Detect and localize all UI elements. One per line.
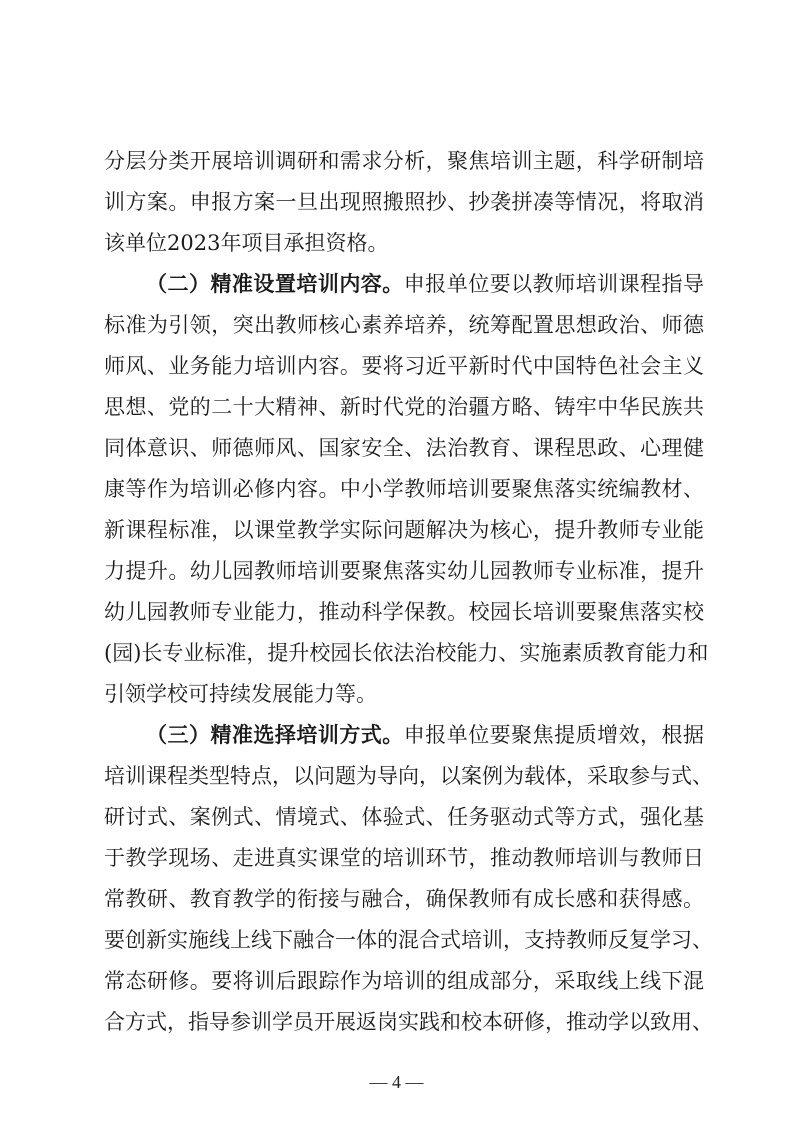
- section-2-first-line: [146, 265, 704, 303]
- section-3-first-line-text: 申报单位要聚焦提质增效，根据: [403, 723, 705, 747]
- section-2-line: 同体意识、师德师风、国家安全、法治教育、课程思政、心理健: [104, 436, 704, 460]
- section-3-line: 于教学现场、走进真实课堂的培训环节，推动教师培训与教师日: [104, 846, 704, 870]
- section-2-line: 新课程标准，以课堂教学实际问题解决为核心，提升教师专业能: [104, 518, 704, 542]
- section-2-line: 标准为引领，突出教师核心素养培养，统筹配置思想政治、师德: [104, 313, 704, 337]
- page-number: — 4 —: [369, 1072, 424, 1092]
- section-3-heading: （三）精准选择培训方式。: [146, 723, 404, 747]
- section-3-line: 要创新实施线上线下融合一体的混合式培训，支持教师反复学习、: [104, 928, 713, 952]
- paragraph-1-line-3: 该单位2023年项目承担资格。: [104, 231, 389, 255]
- section-2-line: 康等作为培训必修内容。中小学教师培训要聚焦落实统编教材、: [104, 477, 704, 501]
- section-2-line: 思想、党的二十大精神、新时代党的治疆方略、铸牢中华民族共: [104, 395, 704, 419]
- section-2-line: 师风、业务能力培训内容。要将习近平新时代中国特色社会主义: [104, 354, 704, 378]
- section-2-line: 幼儿园教师专业能力，推动科学保教。校园长培训要聚焦落实校: [104, 600, 704, 624]
- section-3-first-line: [146, 716, 704, 754]
- section-3-line: 常态研修。要将训后跟踪作为培训的组成部分，采取线上线下混: [104, 969, 704, 993]
- section-2-line: 力提升。幼儿园教师培训要聚焦落实幼儿园教师专业标准，提升: [104, 559, 704, 583]
- section-3-line: 培训课程类型特点，以问题为导向，以案例为载体，采取参与式、: [104, 764, 713, 788]
- section-3-line: 研讨式、案例式、情境式、体验式、任务驱动式等方式，强化基: [104, 805, 704, 829]
- section-2-line: 引领学校可持续发展能力等。: [104, 682, 377, 706]
- section-2-first-line-text: 申报单位要以教师培训课程指导: [403, 272, 705, 296]
- paragraph-1-line-2: 训方案。申报方案一旦出现照搬照抄、抄袭拼凑等情况，将取消: [104, 190, 704, 214]
- section-2-line: (园)长专业标准，提升校园长依法治校能力、实施素质教育能力和: [104, 641, 709, 665]
- section-2-heading: （二）精准设置培训内容。: [146, 272, 404, 296]
- paragraph-1-line-1: 分层分类开展培训调研和需求分析，聚焦培训主题，科学研制培: [104, 149, 704, 173]
- section-3-line: 合方式，指导参训学员开展返岗实践和校本研修，推动学以致用、: [104, 1010, 713, 1034]
- section-3-line: 常教研、教育教学的衔接与融合，确保教师有成长感和获得感。: [104, 887, 704, 911]
